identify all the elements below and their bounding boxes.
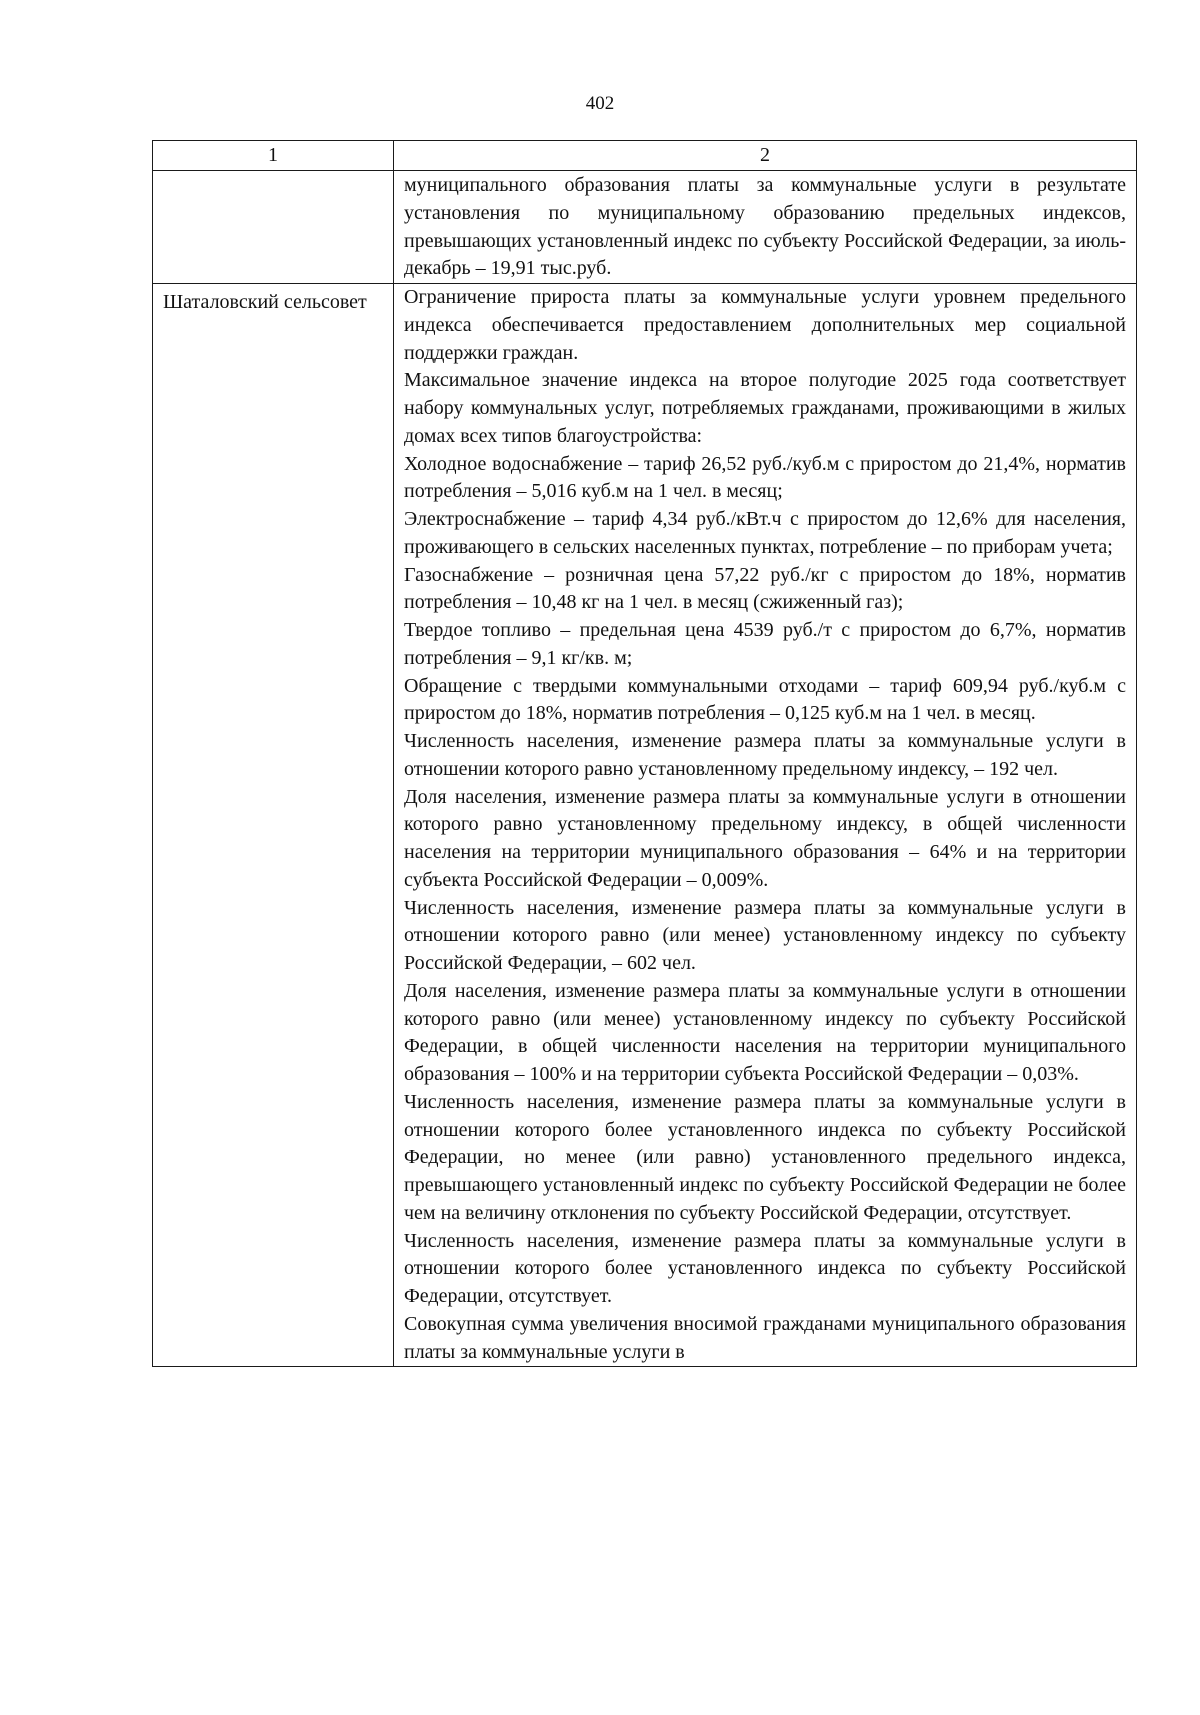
table-row-shatalovsky — [153, 284, 1137, 1367]
table-header-row — [153, 141, 1137, 171]
paragraph-share-equal: Доля населения, изменение размера платы за коммунальные услуги в отношении которого равно установленному предельному индексу, в общей численности населения на территории муниципального образования – 64% и на территории субъекта Российской Федерации – 0,009%. — [404, 785, 1126, 891]
paragraph-electricity: Электроснабжение – тариф 4,34 руб./кВт.ч с приростом до 12,6% для населения, проживающего в сельских населенных пунктах, потребление – по приборам учета; — [404, 508, 1126, 558]
description-cell — [394, 284, 1137, 1367]
column-header-1: 1 — [153, 141, 394, 171]
continuation-text-cell — [394, 171, 1137, 284]
data-table — [152, 140, 1137, 1367]
continuation-paragraph: муниципального образования платы за коммунальные услуги в результате установления по муниципальному образованию предельных индексов, превышающих установленный индекс по субъекту Российской Федерации, за июль-декабрь – 19,91 тыс.руб. — [404, 174, 1126, 280]
paragraph-total-sum: Совокупная сумма увеличения вносимой гражданами муниципального образования платы за коммунальные услуги в — [404, 1312, 1126, 1363]
page-number: 402 — [585, 93, 615, 114]
paragraph-max-index: Максимальное значение индекса на второе полугодие 2025 года соответствует набору коммунальных услуг, потребляемых гражданами, проживающими в жилых домах всех типов благоустройства: — [404, 369, 1126, 447]
paragraph-population-less: Численность населения, изменение размера платы за коммунальные услуги в отношении которого равно (или менее) установленному индексу по субъекту Российской Федерации, – 602 чел. — [404, 896, 1126, 974]
paragraph-gas: Газоснабжение – розничная цена 57,22 руб./кг с приростом до 18%, норматив потребления – 10,48 кг на 1 чел. в месяц (сжиженный газ); — [404, 563, 1126, 614]
paragraph-limit-growth: Ограничение прироста платы за коммунальные услуги уровнем предельного индекса обеспечивается предоставлением дополнительных мер социальной поддержки граждан. — [404, 286, 1126, 364]
paragraph-solid-fuel: Твердое топливо – предельная цена 4539 руб./т с приростом до 6,7%, норматив потребления – 9,1 кг/кв. м; — [404, 619, 1126, 669]
paragraph-population-more: Численность населения, изменение размера платы за коммунальные услуги в отношении которого более установленного индекса по субъекту Российской Федерации, отсутствует. — [404, 1229, 1126, 1307]
paragraph-cold-water: Холодное водоснабжение – тариф 26,52 руб./куб.м с приростом до 21,4%, норматив потребления – 5,016 куб.м на 1 чел. в месяц; — [404, 452, 1126, 503]
paragraph-waste: Обращение с твердыми коммунальными отходами – тариф 609,94 руб./куб.м с приростом до 18%, норматив потребления – 0,125 куб.м на 1 чел. в месяц. — [404, 674, 1126, 725]
paragraph-population-between: Численность населения, изменение размера платы за коммунальные услуги в отношении которого более установленного индекса по субъекту Российской Федерации, но менее (или равно) установленного предельного индекса, превышающего установленный индекс по субъекту Российской Федерации не более чем на величину отклонения по субъекту Российской Федерации, отсутствует. — [404, 1090, 1126, 1224]
paragraph-population-equal: Численность населения, изменение размера платы за коммунальные услуги в отношении которого равно установленному предельному индексу, – 192 чел. — [404, 730, 1126, 780]
paragraph-share-less: Доля населения, изменение размера платы за коммунальные услуги в отношении которого равно (или менее) установленному индексу по субъекту Российской Федерации, в общей численности населения на территории муниципального образования – 100% и на территории субъекта Российской Федерации – 0,03%. — [404, 979, 1126, 1085]
column-header-2: 2 — [394, 141, 1137, 171]
table-row-continuation — [153, 171, 1137, 284]
municipality-name-cell: Шаталовский сельсовет — [153, 284, 394, 1367]
continuation-name-cell — [153, 171, 394, 284]
